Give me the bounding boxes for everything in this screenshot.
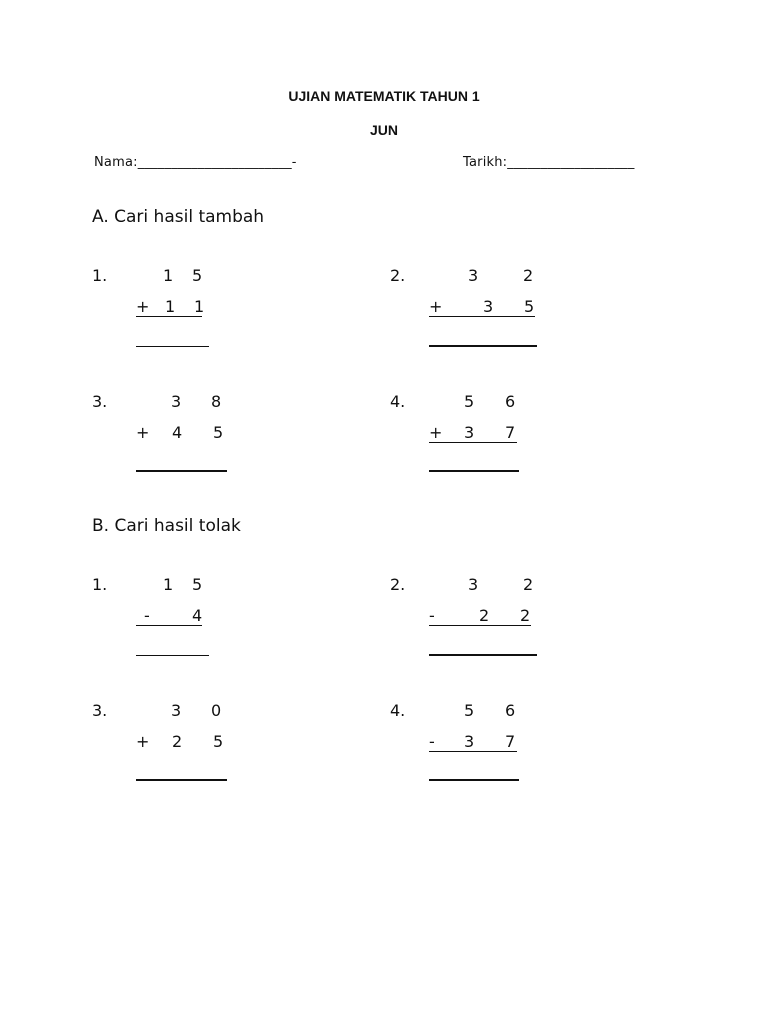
digit-ones: 5 [213,423,224,442]
answer-line [429,779,519,781]
operand-underline [429,625,531,626]
digit-ones: 1 [194,297,205,316]
operand-underline [429,442,517,443]
answer-line [429,345,537,347]
digit-ones: 5 [524,297,535,316]
operator-sign: + [136,297,150,316]
digit-ones: 5 [192,266,203,285]
problem-a4 [390,392,590,492]
problem-a2 [390,266,590,366]
digit-tens: 1 [163,266,174,285]
tarikh-field: Tarikh:___________________ [463,155,635,170]
problem-number: 4. [390,701,406,720]
problem-b4 [390,701,590,801]
digit-tens: 3 [464,732,475,751]
section-b-heading: B. Cari hasil tolak [92,516,241,536]
digit-ones: 5 [192,575,203,594]
problem-number: 3. [92,701,108,720]
digit-tens: 5 [464,701,475,720]
answer-line [136,779,227,781]
digit-tens: 4 [172,423,183,442]
nama-field: Nama:_______________________- [94,155,297,170]
digit-ones: 6 [505,392,516,411]
digit-tens: 3 [171,701,182,720]
operator-sign: - [429,606,435,625]
page-subtitle-month: JUN [369,122,398,138]
section-a-heading: A. Cari hasil tambah [92,207,265,227]
problem-a3 [92,392,292,492]
problem-number: 2. [390,266,406,285]
digit-tens: 3 [464,423,475,442]
problem-b3 [92,701,292,801]
digit-ones: 2 [523,575,534,594]
problem-a1 [92,266,292,366]
operand-underline [136,316,202,317]
digit-tens: 2 [479,606,490,625]
problem-number: 1. [92,575,108,594]
digit-ones: 8 [211,392,222,411]
digit-tens: 1 [163,575,174,594]
operator-sign: - [429,732,435,751]
problem-number: 3. [92,392,108,411]
answer-line [429,654,537,656]
digit-tens: 1 [165,297,176,316]
problem-number: 2. [390,575,406,594]
problem-number: 1. [92,266,108,285]
digit-ones: 0 [211,701,222,720]
digit-tens: 3 [468,266,479,285]
digit-tens: 5 [464,392,475,411]
problem-b1 [92,575,292,675]
digit-tens: 3 [483,297,494,316]
digit-ones: 5 [213,732,224,751]
operand-underline [136,625,202,626]
digit-ones: 7 [505,423,516,442]
answer-line [136,655,209,656]
digit-ones: 6 [505,701,516,720]
answer-line [136,346,209,347]
operator-sign: - [144,606,150,625]
digit-tens: 2 [172,732,183,751]
operator-sign: + [429,423,443,442]
answer-line [429,470,519,472]
operand-underline [429,316,535,317]
digit-ones: 2 [523,266,534,285]
digit-ones: 4 [192,606,203,625]
digit-ones: 2 [520,606,531,625]
operator-sign: + [429,297,443,316]
digit-tens: 3 [171,392,182,411]
operand-underline [429,751,517,752]
problem-number: 4. [390,392,406,411]
answer-line [136,470,227,472]
digit-ones: 7 [505,732,516,751]
problem-b2 [390,575,590,675]
digit-tens: 3 [468,575,479,594]
operator-sign: + [136,732,150,751]
operator-sign: + [136,423,150,442]
page-title: UJIAN MATEMATIK TAHUN 1 [288,88,480,104]
